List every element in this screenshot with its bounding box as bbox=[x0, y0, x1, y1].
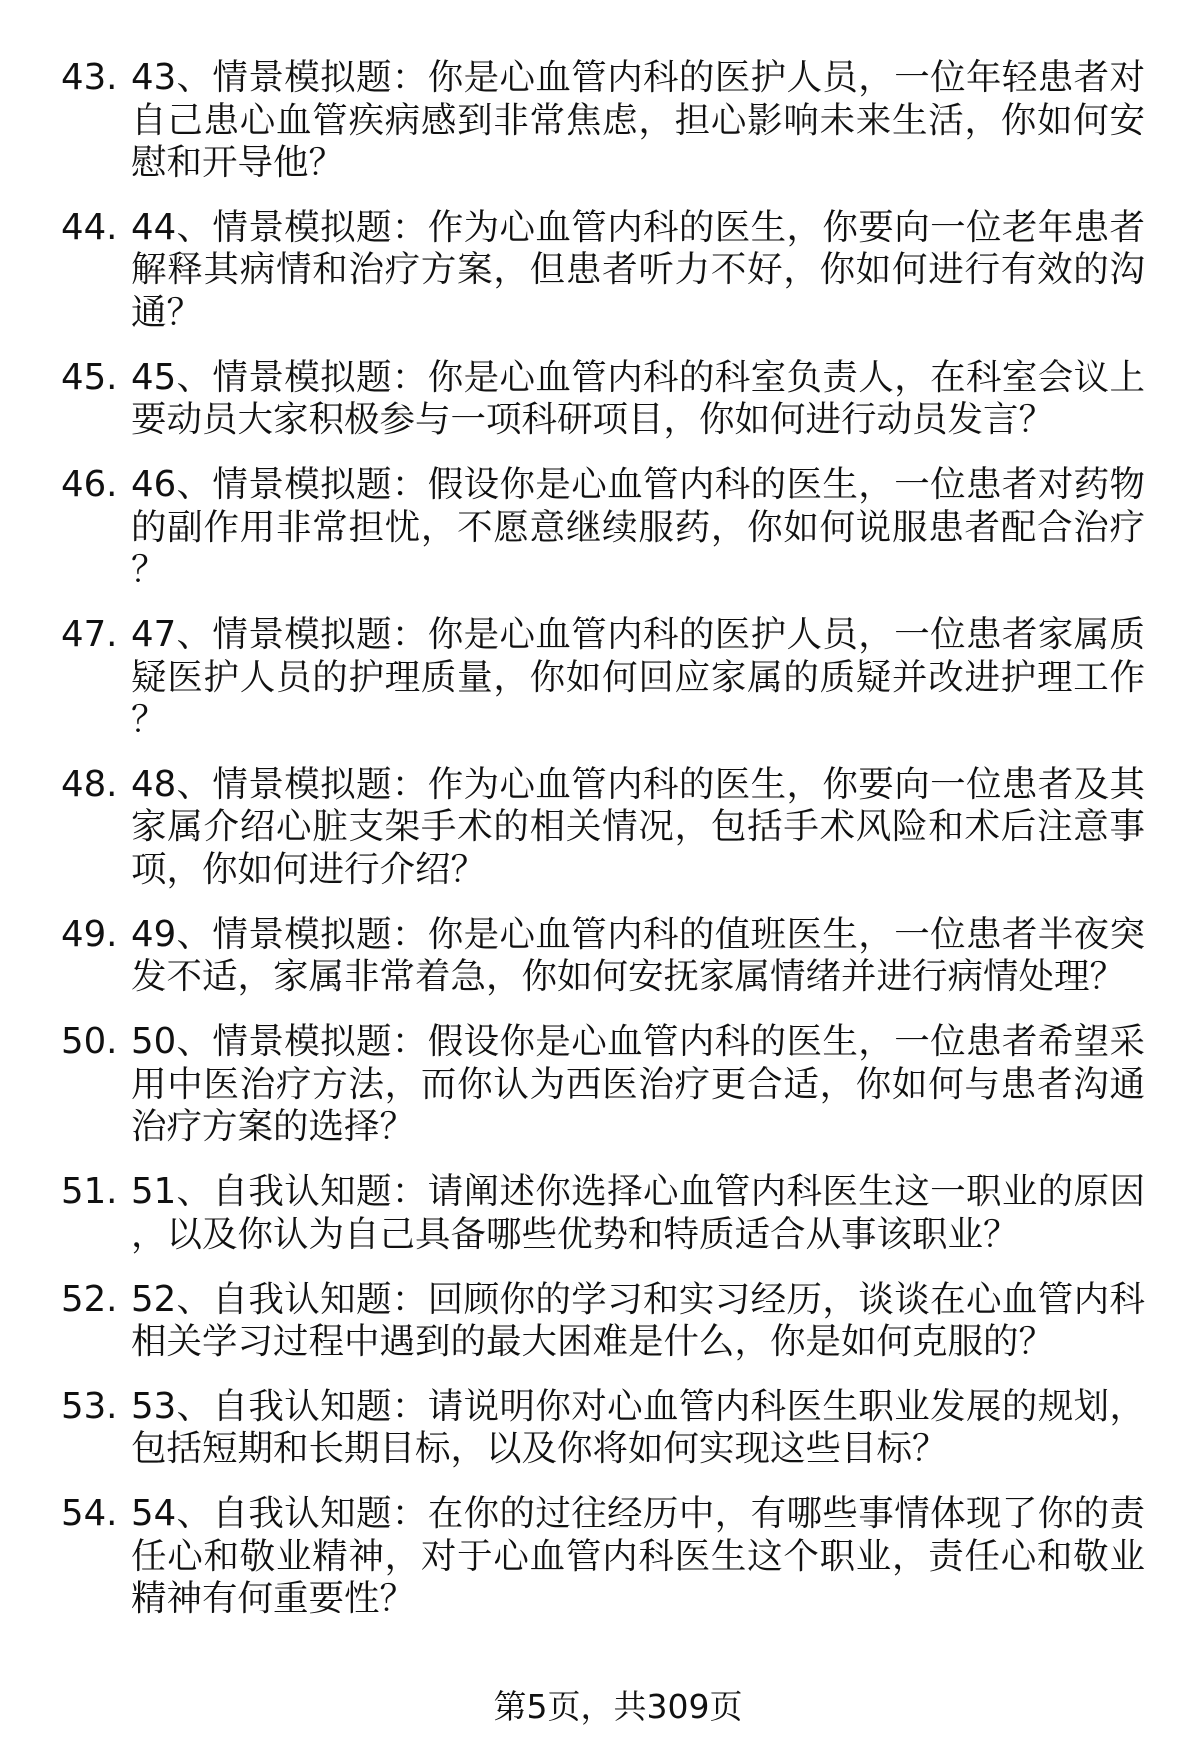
item-text: 47、情景模拟题：你是心血管内科的医护人员，一位患者家属质疑医护人员的护理质量，你如何回应家属的质疑并改进护理工作？ bbox=[131, 614, 1145, 741]
item-number: 48. bbox=[61, 763, 118, 805]
question-item bbox=[61, 764, 1147, 892]
item-number: 50. bbox=[61, 1021, 118, 1063]
item-number: 52. bbox=[61, 1278, 118, 1320]
question-item bbox=[61, 1279, 1147, 1364]
question-item bbox=[61, 1171, 1147, 1256]
question-list bbox=[61, 57, 1147, 1643]
question-item bbox=[61, 57, 1147, 185]
item-text: 49、情景模拟题：你是心血管内科的值班医生，一位患者半夜突发不适，家属非常着急，你如何安抚家属情绪并进行病情处理？ bbox=[131, 913, 1145, 998]
question-item bbox=[61, 914, 1147, 999]
item-text: 45、情景模拟题：你是心血管内科的科室负责人，在科室会议上要动员大家积极参与一项科研项目，你如何进行动员发言？ bbox=[131, 356, 1145, 441]
question-item bbox=[61, 614, 1147, 742]
item-text: 53、自我认知题：请说明你对心血管内科医生职业发展的规划，包括短期和长期目标，以及你将如何实现这些目标？ bbox=[131, 1385, 1145, 1470]
item-text: 43、情景模拟题：你是心血管内科的医护人员，一位年轻患者对自己患心血管疾病感到非常焦虑，担心影响未来生活，你如何安慰和开导他？ bbox=[131, 57, 1145, 183]
question-item bbox=[61, 357, 1147, 442]
item-number: 54. bbox=[61, 1493, 118, 1535]
item-number: 45. bbox=[61, 356, 118, 398]
item-text: 54、自我认知题：在你的过往经历中，有哪些事情体现了你的责任心和敬业精神，对于心血管内科医生这个职业，责任心和敬业精神有何重要性？ bbox=[131, 1493, 1145, 1620]
item-text: 51、自我认知题：请阐述你选择心血管内科医生这一职业的原因，以及你认为自己具备哪些优势和特质适合从事该职业？ bbox=[131, 1171, 1145, 1255]
item-number: 53. bbox=[61, 1385, 118, 1427]
item-text: 44、情景模拟题：作为心血管内科的医生，你要向一位老年患者解释其病情和治疗方案，但患者听力不好，你如何进行有效的沟通？ bbox=[131, 206, 1145, 333]
item-text: 52、自我认知题：回顾你的学习和实习经历，谈谈在心血管内科相关学习过程中遇到的最大困难是什么，你是如何克服的？ bbox=[131, 1278, 1145, 1363]
item-text: 46、情景模拟题：假设你是心血管内科的医生，一位患者对药物的副作用非常担忧，不愿意继续服药，你如何说服患者配合治疗？ bbox=[131, 464, 1145, 591]
item-number: 51. bbox=[61, 1171, 118, 1213]
question-item bbox=[61, 1021, 1147, 1149]
item-number: 49. bbox=[61, 913, 118, 955]
question-item bbox=[61, 207, 1147, 335]
question-item bbox=[61, 464, 1147, 592]
item-number: 43. bbox=[61, 57, 118, 98]
item-number: 46. bbox=[61, 464, 118, 506]
item-text: 50、情景模拟题：假设你是心血管内科的医生，一位患者希望采用中医治疗方法，而你认为西医治疗更合适，你如何与患者沟通治疗方案的选择？ bbox=[131, 1021, 1145, 1148]
item-text: 48、情景模拟题：作为心血管内科的医生，你要向一位患者及其家属介绍心脏支架手术的相关情况，包括手术风险和术后注意事项，你如何进行介绍？ bbox=[131, 763, 1145, 890]
item-number: 44. bbox=[61, 206, 118, 248]
item-number: 47. bbox=[61, 614, 118, 656]
question-item bbox=[61, 1386, 1147, 1471]
question-item bbox=[61, 1493, 1147, 1621]
page-footer: 第5页，共309页 bbox=[493, 1687, 743, 1726]
